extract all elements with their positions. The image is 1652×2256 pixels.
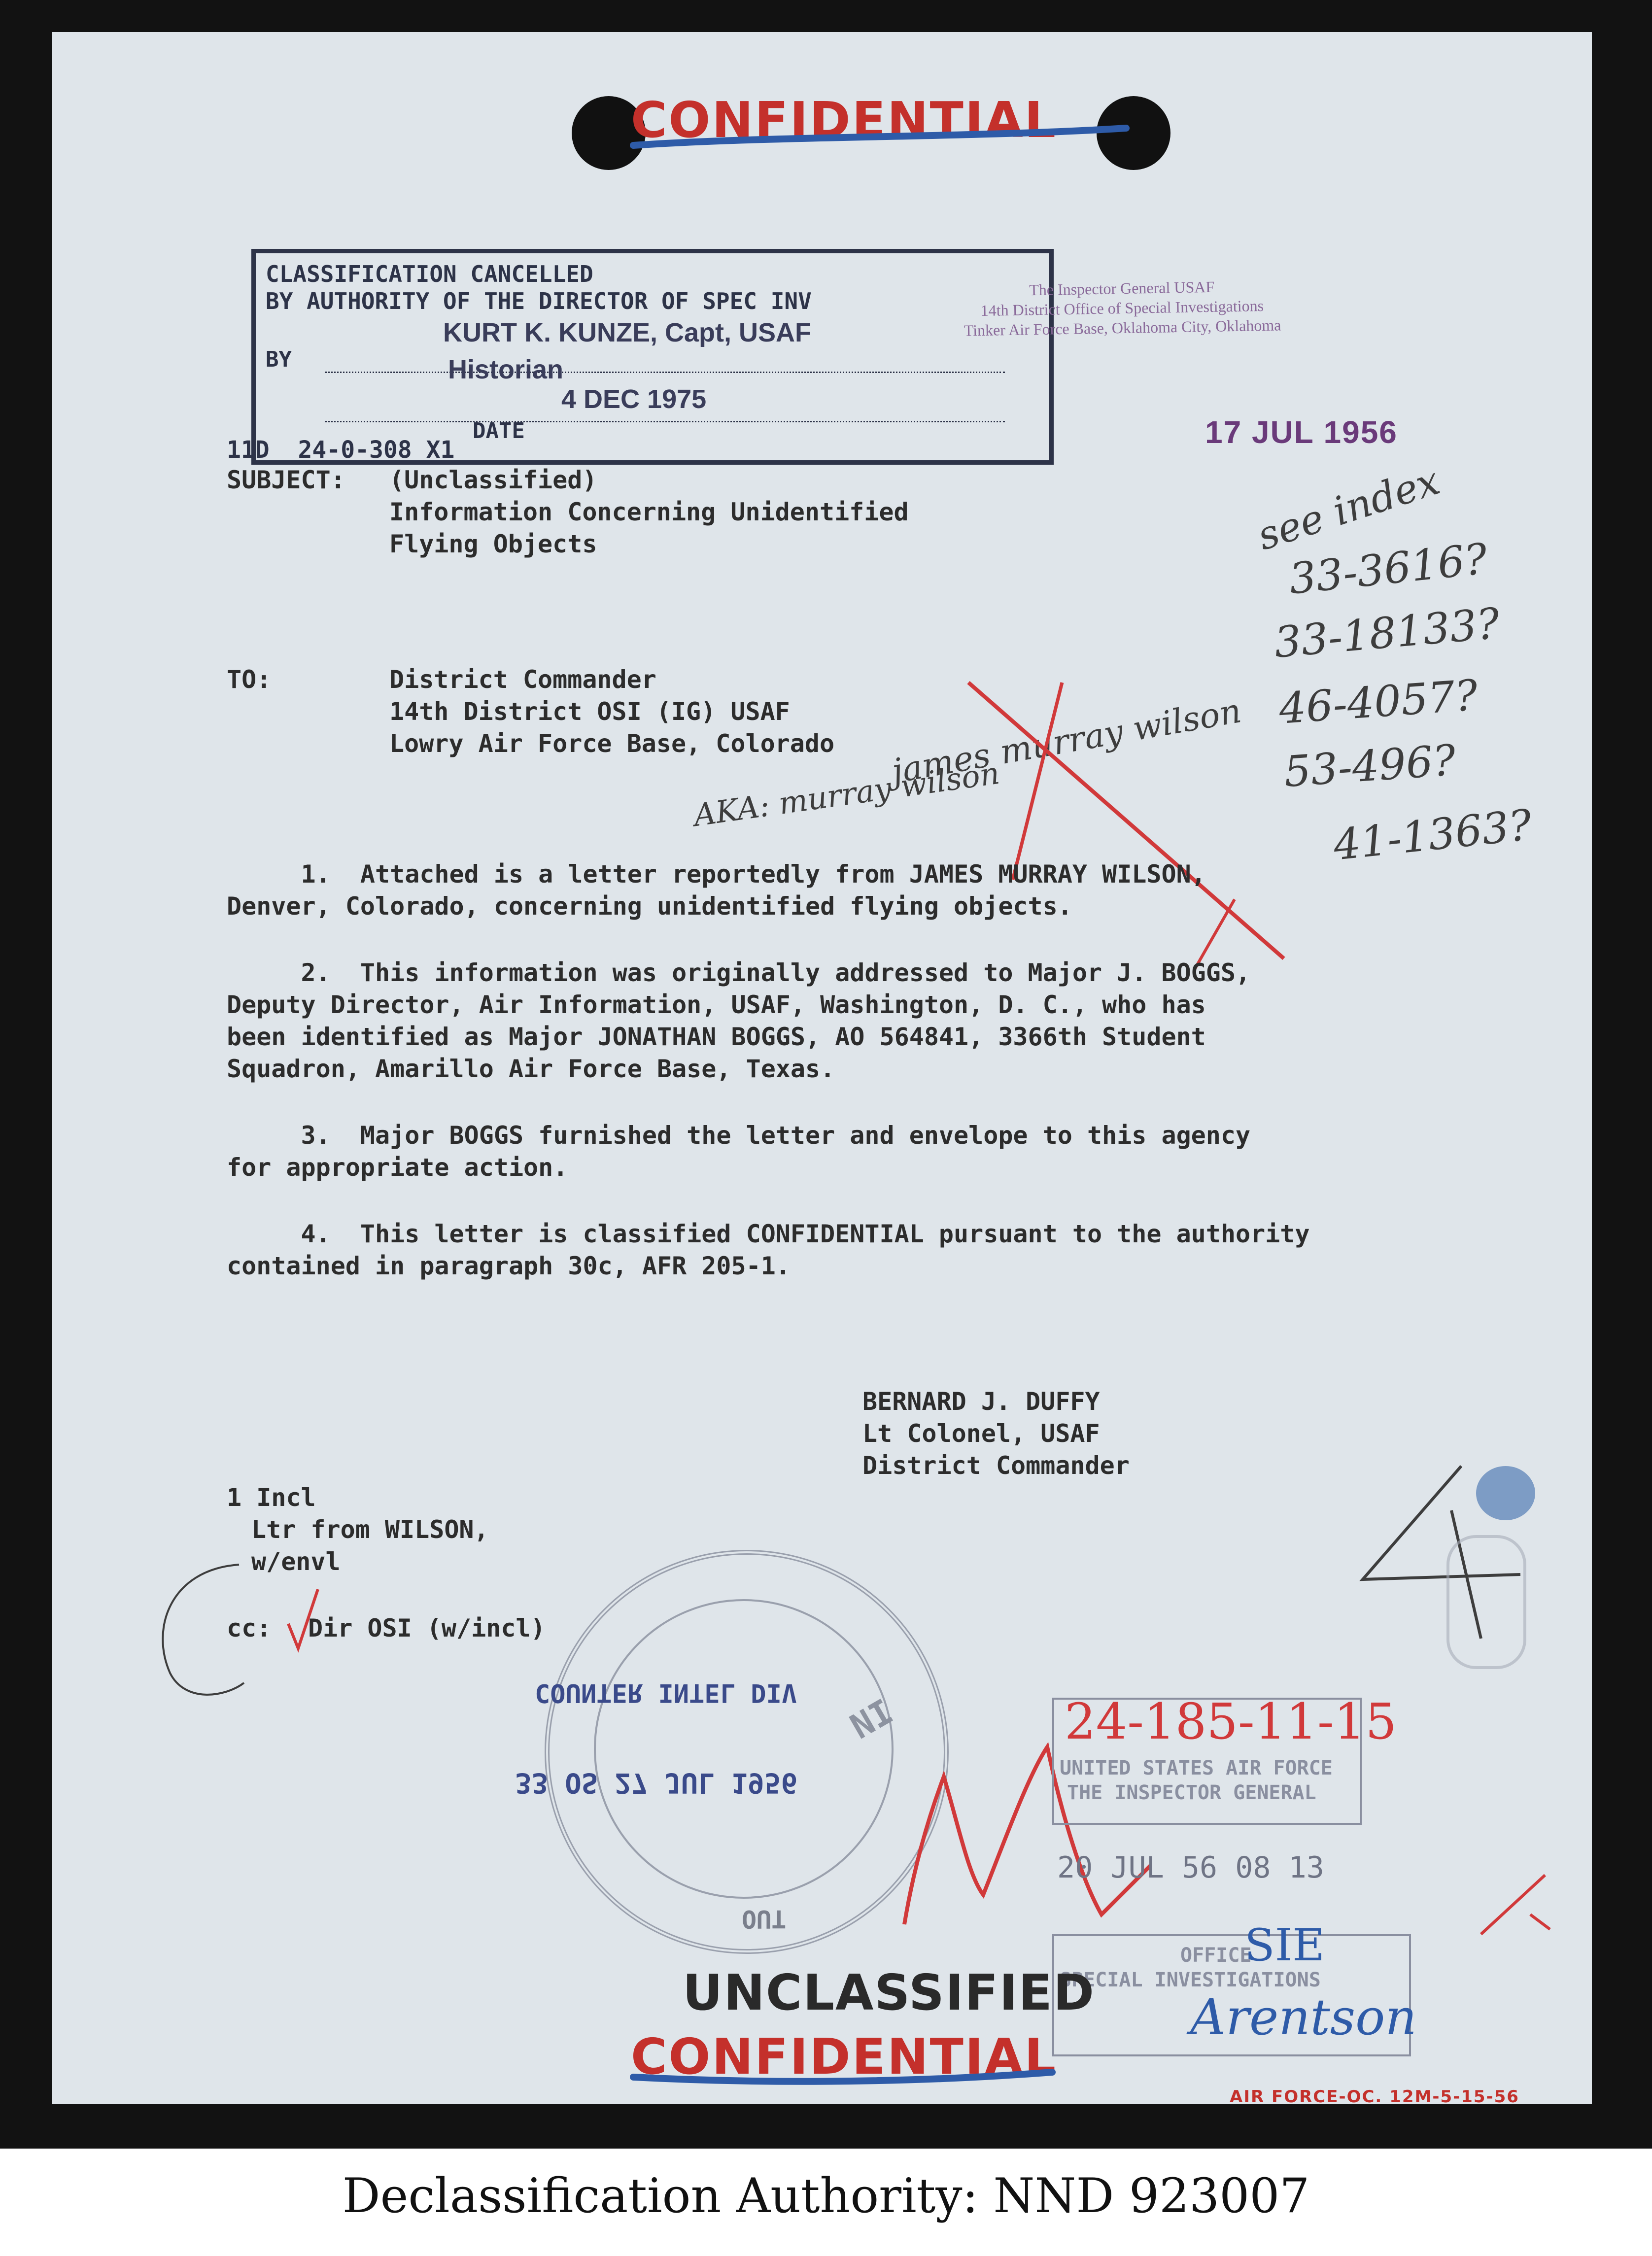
ig-stamp-line4: SPECIAL INVESTIGATIONS <box>1060 1969 1321 1991</box>
signature-title: District Commander <box>862 1451 1130 1480</box>
para1-line2: Denver, Colorado, concerning unidentified flying objects. <box>227 892 1072 921</box>
received-stamp-line2: 33 OS 27 JUL 1956 <box>515 1767 798 1799</box>
stamp-line1: CLASSIFICATION CANCELLED <box>266 261 593 287</box>
para3-line2: for appropriate action. <box>227 1153 568 1182</box>
torn-edge-stamp <box>1446 1535 1526 1669</box>
stamp-date-label: DATE <box>473 418 525 444</box>
stamp-by-label: BY <box>266 347 292 372</box>
signature-name: BERNARD J. DUFFY <box>862 1387 1100 1416</box>
classification-top: CONFIDENTIAL <box>631 91 1058 149</box>
red-pen-stroke-right <box>1471 1855 1570 1954</box>
signature-rank: Lt Colonel, USAF <box>862 1419 1100 1448</box>
office-stamp <box>963 275 1281 340</box>
note-aka-line1: james murray wilson <box>889 691 1244 791</box>
note-ref-4: 53-496? <box>1282 735 1457 797</box>
para2-line4: Squadron, Amarillo Air Force Base, Texas. <box>227 1055 835 1083</box>
para3-line1: 3. Major BOGGS furnished the letter and envelope to this agency <box>227 1121 1251 1150</box>
document-page <box>52 32 1592 2107</box>
red-cross-mark <box>939 653 1333 973</box>
note-aka-line2: AKA: murray wilson <box>691 754 1002 834</box>
received-stamp-inner-ring <box>594 1599 894 1899</box>
stamp-date-value: 4 DEC 1975 <box>561 384 707 414</box>
to-label: TO: <box>227 665 272 694</box>
classification-bottom: CONFIDENTIAL <box>631 2028 1058 2085</box>
office-stamp-line2: 14th District Office of Special Investigations <box>980 296 1264 320</box>
subject-label: SUBJECT: <box>227 466 345 494</box>
ig-stamp-date-time: 20 JUL 56 08 13 <box>1057 1850 1324 1885</box>
note-ref-5: 41-1363? <box>1331 800 1534 870</box>
subject-line2: Information Concerning Unidentified <box>389 498 909 526</box>
received-stamp-line1: COUNTER INTEL DIV <box>535 1678 797 1708</box>
para4-line1: 4. This letter is classified CONFIDENTIAL pursuant to the authority <box>227 1220 1310 1248</box>
stamp-date-line <box>325 421 1005 422</box>
unclassified-stamp: UNCLASSIFIED <box>683 1964 1095 2021</box>
note-ref-3: 46-4057? <box>1277 671 1480 734</box>
stamp-title: Historian <box>448 355 564 384</box>
blue-strike-bottom <box>628 2033 1072 2102</box>
stamp-by-line <box>325 372 1005 373</box>
note-see-index: see index <box>1251 457 1445 559</box>
stamp-line2: BY AUTHORITY OF THE DIRECTOR OF SPEC INV <box>266 288 812 314</box>
subject-line1: (Unclassified) <box>389 466 597 494</box>
para4-line2: contained in paragraph 30c, AFR 205-1. <box>227 1252 791 1280</box>
blue-ink-blot <box>1476 1466 1535 1520</box>
cc-loop-and-check <box>140 1550 347 1708</box>
note-ref-2: 33-18133? <box>1272 599 1502 668</box>
declassification-footer: Declassification Authority: NND 923007 <box>342 2168 1310 2223</box>
stamp-name: KURT K. KUNZE, Capt, USAF <box>443 318 811 347</box>
ig-stamp-line2: THE INSPECTOR GENERAL <box>1067 1781 1316 1804</box>
date-stamp: 17 JUL 1956 <box>1205 414 1398 450</box>
ig-stamp-initials: SIE <box>1244 1919 1325 1971</box>
ig-stamp-line3: OFFICE <box>1180 1944 1252 1967</box>
enclosure-line1: 1 Incl <box>227 1483 316 1512</box>
to-line1: District Commander <box>389 665 656 694</box>
subject-line3: Flying Objects <box>389 530 597 558</box>
file-number: 11D 24-0-308 X1 <box>227 436 455 464</box>
cc-value: Dir OSI (w/incl) <box>308 1614 546 1642</box>
to-line2: 14th District OSI (IG) USAF <box>389 697 790 726</box>
note-ref-1: 33-3616? <box>1286 534 1490 604</box>
ig-stamp-handwritten-number: 24-185-11-15 <box>1065 1693 1397 1750</box>
received-stamp-line3: OUT <box>742 1905 787 1933</box>
form-code: AIR FORCE-OC. 12M-5-15-56 <box>1230 2087 1519 2107</box>
para2-line2: Deputy Director, Air Information, USAF, Washington, D. C., who has <box>227 991 1206 1019</box>
to-line3: Lowry Air Force Base, Colorado <box>389 729 835 758</box>
para1-line1: 1. Attached is a letter reportedly from JAMES MURRAY WILSON, <box>227 860 1206 889</box>
received-stamp-ring-text: IN <box>843 1690 899 1746</box>
office-stamp-line3: Tinker Air Force Base, Oklahoma City, Oklahoma <box>964 316 1281 340</box>
para2-line3: been identified as Major JONATHAN BOGGS, AO 564841, 3366th Student <box>227 1023 1206 1051</box>
enclosure-line3: w/envl <box>251 1547 341 1576</box>
enclosure-line2: Ltr from WILSON, <box>251 1515 489 1544</box>
ig-stamp-line1: UNITED STATES AIR FORCE <box>1060 1757 1333 1779</box>
para2-line1: 2. This information was originally addressed to Major J. BOGGS, <box>227 958 1251 987</box>
office-stamp-line1: The Inspector General USAF <box>1029 277 1215 299</box>
classification-cancelled-stamp <box>251 249 1054 465</box>
cc-label: cc: <box>227 1614 272 1642</box>
blue-strike-top <box>628 91 1131 160</box>
ig-stamp-signature: Arentson <box>1190 1988 1417 2046</box>
